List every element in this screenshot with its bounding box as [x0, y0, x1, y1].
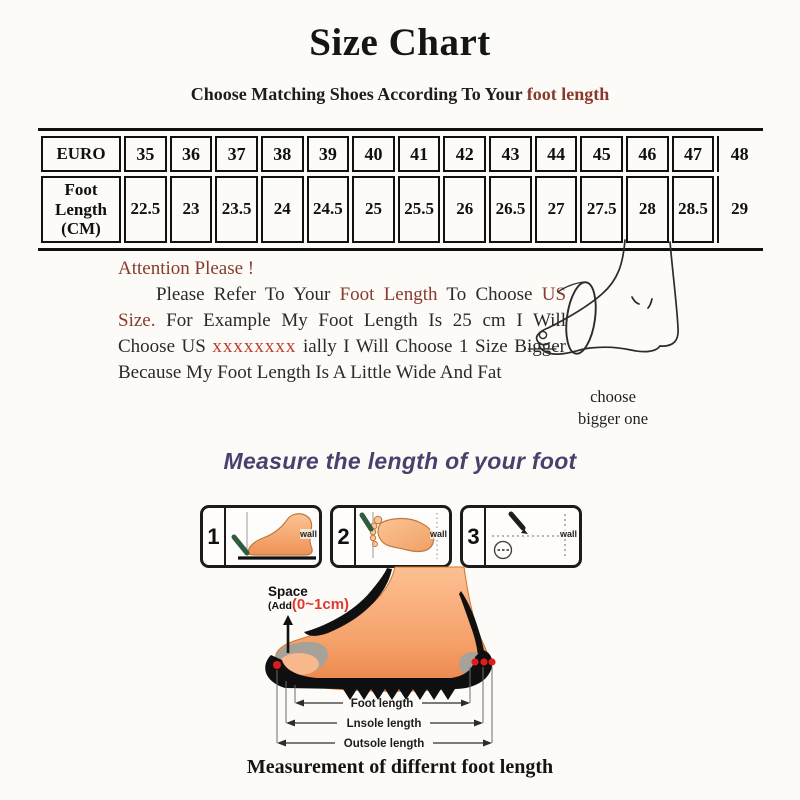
euro-size-cell: 39 [307, 136, 350, 172]
attention-crossed-out: xxxxxxxx [212, 336, 297, 357]
measure-steps [200, 505, 582, 568]
attention-heading: Attention Please ! [118, 258, 255, 279]
attention-us-size: US Size. [118, 284, 567, 331]
attention-paragraph [118, 282, 566, 386]
foot-length-cell: 26 [443, 176, 486, 243]
length-row-label: Foot Length (CM) [41, 176, 121, 243]
wall-label: wall [429, 529, 447, 539]
foot-length-row [41, 176, 760, 243]
step-2-illustration [356, 508, 449, 565]
attention-text: Please Refer To Your [156, 284, 340, 305]
euro-size-cell: 35 [124, 136, 167, 172]
foot-length-cell: 25.5 [398, 176, 441, 243]
wall-label: wall [559, 529, 577, 539]
footer-caption: Measurement of differnt foot length [246, 756, 554, 778]
subtitle-plain: Choose Matching Shoes According To Your [190, 84, 527, 104]
foot-length-cell: 26.5 [489, 176, 532, 243]
step-number: 1 [203, 508, 226, 565]
choose-bigger-caption [546, 386, 680, 430]
wall-label: wall [299, 529, 317, 539]
attention-note [118, 256, 566, 386]
foot-length-cell: 24.5 [307, 176, 350, 243]
attention-text: To Choose [437, 284, 542, 305]
foot-length-cell: 27 [535, 176, 578, 243]
measure-step-3-panel [460, 505, 582, 568]
choose-bigger-line1: choose [590, 387, 636, 406]
size-table [38, 128, 763, 251]
euro-row-label: EURO [41, 136, 121, 172]
euro-size-row [41, 136, 760, 172]
step-number: 2 [333, 508, 356, 565]
pen-icon [511, 514, 523, 528]
foot-length-cell: 23.5 [215, 176, 258, 243]
foot-length-cell: 24 [261, 176, 304, 243]
euro-size-cell: 38 [261, 136, 304, 172]
euro-size-cell: 36 [170, 136, 213, 172]
foot-length-cell: 27.5 [580, 176, 623, 243]
measure-section-heading: Measure the length of your foot [223, 448, 577, 474]
euro-size-cell: 44 [535, 136, 578, 172]
foot-tape-measure-sketch-icon [528, 236, 715, 382]
measure-step-2-panel [330, 505, 452, 568]
foot-length-cell: 28 [626, 176, 669, 243]
space-allowance-label [268, 585, 349, 613]
insole-length-label: Lnsole length [346, 718, 422, 730]
space-label-value: (0~1cm) [291, 596, 350, 613]
euro-size-cell: 43 [489, 136, 532, 172]
attention-text: For Example My Foot Length Is 25 cm I Will Choose US [118, 310, 566, 357]
euro-size-cell: 40 [352, 136, 395, 172]
attention-foot-length: Foot Length [339, 284, 438, 305]
step-1-illustration [226, 508, 319, 565]
foot-length-cell: 23 [170, 176, 213, 243]
heel-point-dot [471, 658, 478, 665]
foot-length-cell: 25 [352, 176, 395, 243]
step-3-illustration [486, 508, 579, 565]
euro-size-cell: 48 [717, 136, 760, 172]
toe-point-dot [273, 661, 281, 669]
attention-text: ially I Will Choose 1 Size Bigger Because My Foot Length Is A Little Wide And Fat [118, 336, 566, 383]
up-arrow-head [283, 615, 293, 625]
subtitle-accent: foot length [526, 84, 610, 104]
euro-size-cell: 47 [672, 136, 715, 172]
page-title: Size Chart [309, 21, 491, 64]
euro-size-cell: 46 [626, 136, 669, 172]
marker-pen-icon [362, 515, 371, 529]
euro-size-cell: 42 [443, 136, 486, 172]
foot-length-cell: 28.5 [672, 176, 715, 243]
outsole-length-label: Outsole length [343, 738, 425, 750]
foot-length-cell: 22.5 [124, 176, 167, 243]
euro-size-cell: 41 [398, 136, 441, 172]
step-number: 3 [463, 508, 486, 565]
euro-size-cell: 45 [580, 136, 623, 172]
space-label-line1: Space [268, 584, 308, 599]
marker-pen-icon [234, 537, 247, 553]
heel-point-dot [488, 658, 495, 665]
heel-point-dot [480, 658, 487, 665]
euro-size-cell: 37 [215, 136, 258, 172]
foot-length-label: Foot length [350, 698, 414, 710]
subtitle [0, 84, 800, 105]
choose-bigger-line2: bigger one [577, 409, 649, 428]
measure-step-1-panel [200, 505, 322, 568]
foot-length-cell: 29 [717, 176, 760, 243]
space-label-prefix: (Add [268, 600, 292, 612]
